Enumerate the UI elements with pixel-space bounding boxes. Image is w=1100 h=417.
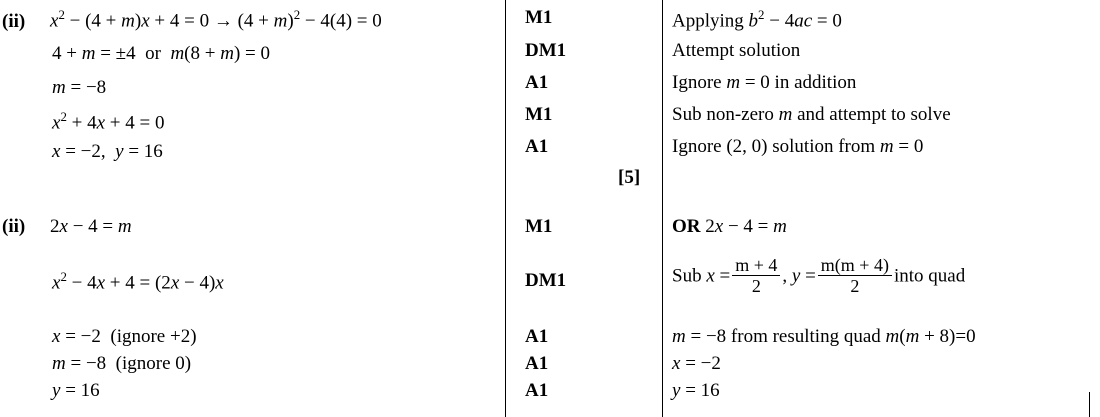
section-total-1: [5]: [618, 167, 641, 188]
section-label-1: (ii): [2, 11, 26, 32]
fraction-y-sub: [818, 256, 892, 297]
fraction-x-numerator: m + 4: [735, 255, 778, 275]
fraction-x-sub: [732, 256, 780, 297]
comment-2-4: x = −2: [672, 353, 721, 374]
comment-1-3: Ignore m = 0 in addition: [672, 72, 857, 93]
working-line-1-5: x = −2, y = 16: [52, 141, 163, 162]
working-line-1-4: $x^2 + 4x + 4 = 0$: [52, 109, 165, 134]
mark-2-5: A1: [525, 380, 549, 401]
into-quad-label: into quad: [893, 265, 966, 287]
sub-label: Sub: [672, 265, 702, 287]
comment-1-1: Applying $b^2 - 4ac = 0$: [672, 7, 842, 32]
comment-1-5: Ignore (2, 0) solution from m = 0: [672, 136, 924, 157]
fraction-x-denominator: 2: [732, 275, 780, 297]
working-line-2-3: x = −2 (ignore +2): [52, 326, 197, 347]
fraction-y-numerator: m(m + 4): [820, 255, 889, 275]
working-line-1-3: m = −8: [52, 77, 107, 98]
page-edge-tick: [1089, 392, 1090, 417]
mark-2-3: A1: [525, 326, 549, 347]
comment-2-2: Sub x = $\frac{m + 4}{2}$ , y = $\frac{m(m + 4)}{2}$ into quad: [672, 255, 966, 296]
working-line-1-1: $x^2 - (4 + m)x + 4 = 0 \to (4 + m)^2 - 4(4) = 0$: [50, 7, 382, 32]
mark-1-4: M1: [525, 104, 553, 125]
mark-2-1: M1: [525, 216, 553, 237]
or-label: OR: [672, 216, 701, 237]
mark-1-2: DM1: [525, 40, 567, 61]
fraction-y-denominator: 2: [818, 275, 892, 297]
mark-2-2: DM1: [525, 270, 567, 291]
column-divider-marks: [505, 0, 506, 417]
section-label-2: (ii): [2, 216, 26, 237]
comment-1-2: Attempt solution: [672, 40, 801, 61]
working-line-1-2: 4 + m = ±4 or m(8 + m) = 0: [52, 43, 270, 64]
comment-2-3: m = −8 from resulting quad m(m + 8)=0: [672, 326, 976, 347]
comment-2-1: OR 2x − 4 = m: [672, 216, 787, 237]
column-divider-comments: [662, 0, 663, 417]
working-line-2-5: y = 16: [52, 380, 100, 401]
mark-1-1: M1: [525, 7, 553, 28]
working-line-2-2: $x^2 - 4x + 4 = (2x - 4)x$: [52, 269, 224, 294]
working-line-2-4: m = −8 (ignore 0): [52, 353, 192, 374]
comment-1-4: Sub non-zero m and attempt to solve: [672, 104, 951, 125]
comment-2-5: y = 16: [672, 380, 720, 401]
mark-1-5: A1: [525, 136, 549, 157]
working-line-2-1: 2x − 4 = m: [50, 216, 132, 237]
mark-2-4: A1: [525, 353, 549, 374]
mark-1-3: A1: [525, 72, 549, 93]
